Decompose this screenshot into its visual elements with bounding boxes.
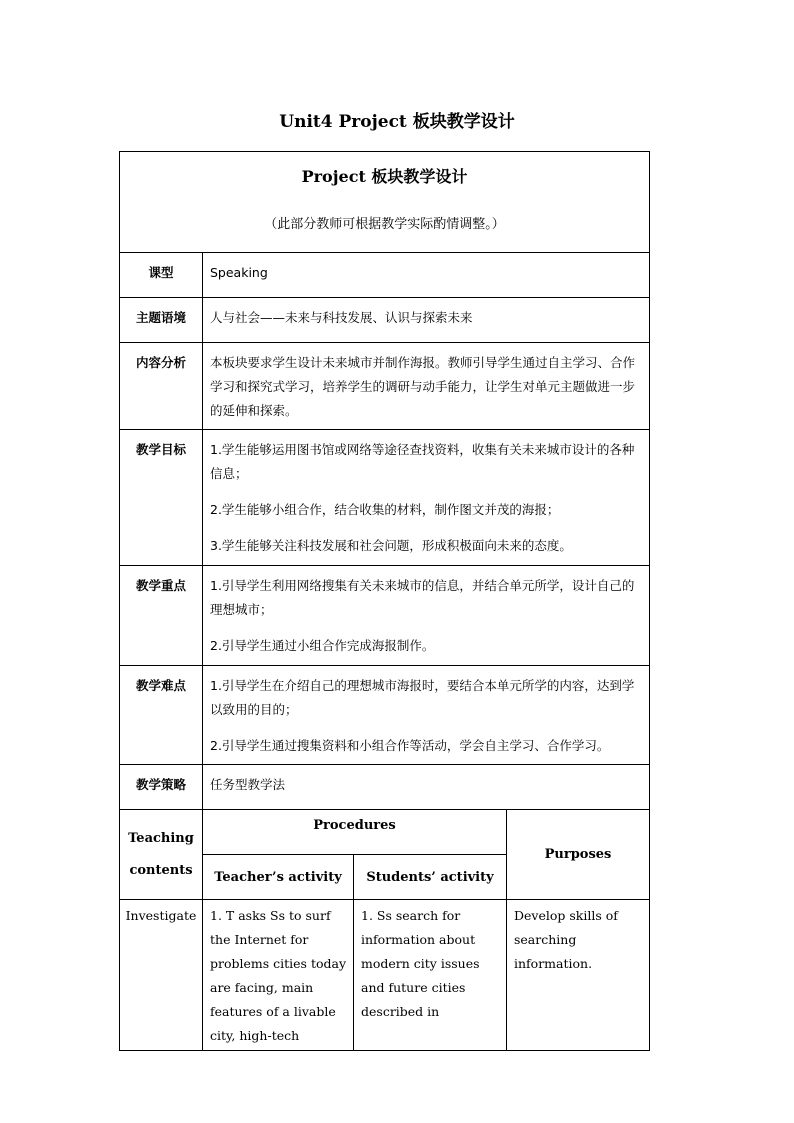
row-goals <box>120 430 650 566</box>
label-analysis: 内容分析 <box>120 343 203 430</box>
teaching-contents-label: contents <box>129 862 193 878</box>
goal-item: 1.学生能够运用图书馆或网络等途径查找资料，收集有关未来城市设计的各种信息； <box>210 442 635 481</box>
label-key-points: 教学重点 <box>120 566 203 666</box>
value-key-points <box>203 566 650 666</box>
header-cell <box>120 152 650 253</box>
value-difficulties <box>203 666 650 765</box>
row-key-points <box>120 566 650 666</box>
procedures-header-row <box>120 810 650 855</box>
procedure-students-activity: 1. Ss search for information about modern city issues and future cities described in <box>354 900 507 1051</box>
row-difficulties <box>120 666 650 765</box>
row-strategy <box>120 765 650 810</box>
purposes-header: Purposes <box>507 810 650 900</box>
students-activity-header: Students’ activity <box>354 855 507 900</box>
row-type <box>120 253 650 298</box>
value-goals <box>203 430 650 566</box>
value-strategy: 任务型教学法 <box>203 765 650 810</box>
procedure-purpose: Develop skills of searching information. <box>507 900 650 1051</box>
value-analysis: 本板块要求学生设计未来城市并制作海报。教师引导学生通过自主学习、合作学习和探究式学习，培养学生的调研与动手能力，让学生对单元主题做进一步的延伸和探索。 <box>203 343 650 430</box>
difficulty-item: 1.引导学生在介绍自己的理想城市海报时，要结合本单元所学的内容，达到学以致用的目的； <box>210 678 635 717</box>
procedure-teacher-activity: 1. T asks Ss to surf the Internet for problems cities today are facing, main features of a livable city, high-tech <box>203 900 354 1051</box>
teaching-contents-header <box>120 810 203 900</box>
header-row <box>120 152 650 253</box>
table-title: Project 板块教学设计 <box>301 167 468 186</box>
label-strategy: 教学策略 <box>120 765 203 810</box>
label-goals: 教学目标 <box>120 430 203 566</box>
goal-item: 2.学生能够小组合作，结合收集的材料，制作图文并茂的海报； <box>210 502 560 517</box>
procedure-row <box>120 900 650 1051</box>
key-point-item: 1.引导学生利用网络搜集有关未来城市的信息，并结合单元所学，设计自己的理想城市； <box>210 578 635 617</box>
value-type: Speaking <box>203 253 650 298</box>
key-point-item: 2.引导学生通过小组合作完成海报制作。 <box>210 638 435 653</box>
difficulty-item: 2.引导学生通过搜集资料和小组合作等活动，学会自主学习、合作学习。 <box>210 738 610 753</box>
table-note: （此部分教师可根据教学实际酌情调整。） <box>264 217 505 232</box>
row-theme <box>120 298 650 343</box>
goal-item: 3.学生能够关注科技发展和社会问题，形成积极面向未来的态度。 <box>210 538 572 553</box>
teacher-activity-header: Teacher’s activity <box>203 855 354 900</box>
label-type: 课型 <box>120 253 203 298</box>
lesson-plan-table <box>119 151 650 1051</box>
label-theme: 主题语境 <box>120 298 203 343</box>
document-title: Unit4 Project 板块教学设计 <box>279 112 515 132</box>
procedures-header: Procedures <box>203 810 507 855</box>
row-analysis <box>120 343 650 430</box>
procedure-content: Investigate <box>120 900 203 1051</box>
label-difficulties: 教学难点 <box>120 666 203 765</box>
teaching-contents-label: Teaching <box>128 830 194 846</box>
value-theme: 人与社会——未来与科技发展、认识与探索未来 <box>203 298 650 343</box>
